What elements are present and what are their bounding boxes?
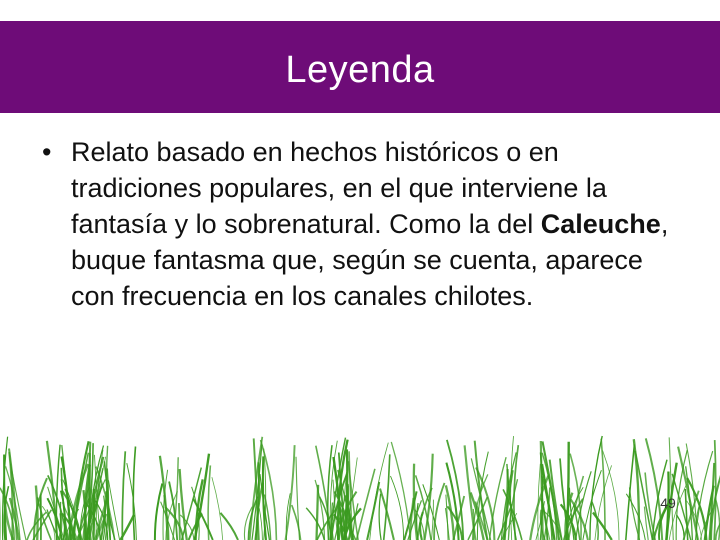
body-text-start: Relato basado en hechos históricos o en tradiciones populares, en el que interviene la fantasía y lo sobrenatural. Como la del (71, 137, 607, 239)
grass-blade (306, 508, 324, 540)
grass-blade (677, 515, 685, 540)
page-number: 49 (660, 495, 676, 511)
grass-blade (259, 508, 262, 540)
grass-blade (317, 485, 319, 540)
bullet-item (42, 134, 692, 314)
grass-decoration-icon (0, 430, 720, 540)
bullet-icon: • (42, 137, 52, 167)
slide-title: Leyenda (285, 48, 435, 91)
grass-blade (593, 513, 612, 540)
grass-blade (384, 454, 390, 540)
grass-blade (432, 500, 434, 540)
slide-body (42, 134, 692, 314)
grass-blade (379, 494, 381, 540)
grass-blade (357, 469, 375, 540)
grass-blade (155, 484, 162, 540)
grass-blade (220, 513, 238, 540)
body-text-end: , buque fantasma que, según se cuenta, aparece con frecuencia en los canales chilotes. (71, 209, 669, 311)
grass-blade (133, 447, 135, 540)
grass-blade (286, 445, 295, 540)
grass-blade (122, 451, 125, 540)
grass-blade (446, 495, 448, 540)
grass-blade (714, 440, 716, 540)
title-bar (0, 21, 720, 113)
grass-blade (292, 505, 301, 540)
bullet-text (71, 134, 692, 314)
body-text-emphasis: Caleuche (540, 209, 661, 239)
grass-blade (626, 444, 635, 540)
grass-blade (447, 440, 463, 540)
grass-blade (179, 503, 180, 540)
grass-blade (212, 477, 223, 540)
grass-blade (434, 483, 444, 540)
